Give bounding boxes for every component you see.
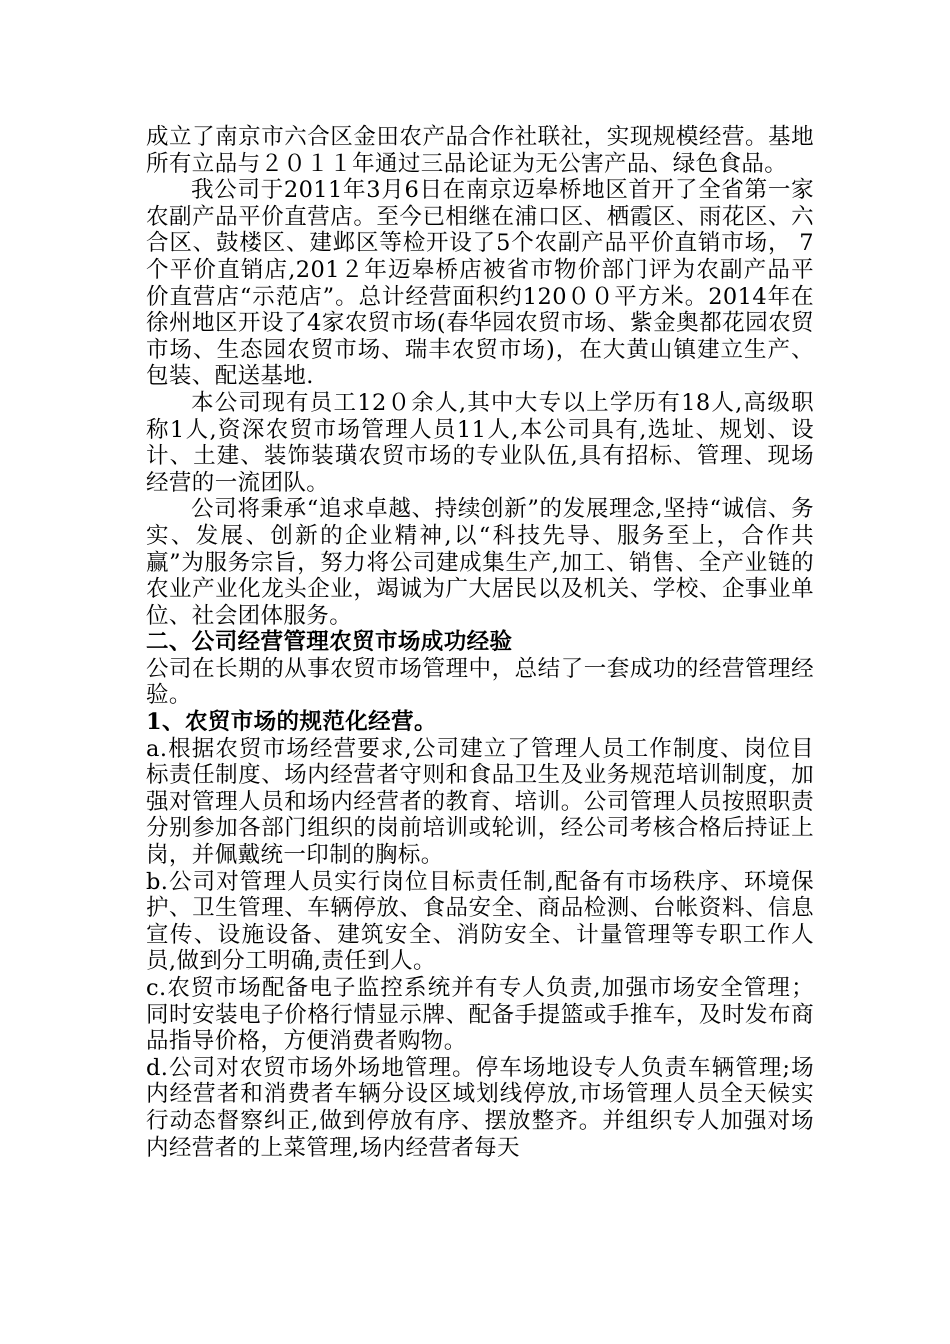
section-heading-experience: 二、公司经营管理农贸市场成功经验 <box>146 629 513 656</box>
paragraph-item-b: b.公司对管理人员实行岗位目标责任制,配备有市场秩序、环境保护、卫生管理、车辆停放、食品安全、商品检测、台帐资料、信息宣传、设施设备、建筑安全、消防安全、计量管理等专职工作人员,做到分工明确,责任到人。 <box>146 868 814 975</box>
document-page <box>146 124 814 1161</box>
paragraph-experience-intro: 公司在长期的从事农贸市场管理中，总结了一套成功的经营管理经验。 <box>146 655 814 709</box>
paragraph-philosophy: 公司将秉承“追求卓越、持续创新”的发展理念,坚持“诚信、务实、发展、创新的企业精神,以“科技先导、服务至上，合作共赢”为服务宗旨，努力将公司建成集生产,加工、销售、全产业链的农业产业化龙头企业，竭诚为广大居民以及机关、学校、企事业单位、社会团体服务。 <box>146 496 814 629</box>
paragraph-staff: 本公司现有员工12０余人,其中大专以上学历有18人,高级职称1人,资深农贸市场管理人员11人,本公司具有,选址、规划、设计、土建、装饰装璜农贸市场的专业队伍,具有招标、管理、现场经营的一流团队。 <box>146 389 814 496</box>
paragraph-cooperative: 成立了南京市六合区金田农产品合作社联社，实现规模经营。基地所有立品与２０１１年通过三品论证为无公害产品、绿色食品。 <box>146 124 814 177</box>
paragraph-item-c: c.农贸市场配备电子监控系统并有专人负责,加强市场安全管理；同时安装电子价格行情显示牌、配备手提篮或手推车，及时发布商品指导价格，方便消费者购物。 <box>146 975 814 1055</box>
subsection-heading-standardized: 1、农贸市场的规范化经营。 <box>146 709 437 736</box>
paragraph-item-d: d.公司对农贸市场外场地管理。停车场地设专人负责车辆管理;场内经营者和消费者车辆分设区域划线停放,市场管理人员全天候实行动态督察纠正,做到停放有序、摆放整齐。并组织专人加强对场内经营者的上菜管理,场内经营者每天 <box>146 1054 814 1161</box>
paragraph-company-stores: 我公司于2011年3月6日在南京迈皋桥地区首开了全省第一家农副产品平价直营店。至今已相继在浦口区、栖霞区、雨花区、六合区、鼓楼区、建邺区等检开设了5个农副产品平价直销市场， 7个平价直销店,201２年迈皋桥店被省市物价部门评为农副产品平价直营店“示范店”。总计经营面积约120００平方米。2014年在徐州地区开设了4家农贸市场(春华园农贸市场、紫金奥都花园农贸市场、生态园农贸市场、瑞丰农贸市场)，在大黄山镇建立生产、包装、配送基地. <box>146 177 814 390</box>
paragraph-item-a: a.根据农贸市场经营要求,公司建立了管理人员工作制度、岗位目标责任制度、场内经营者守则和食品卫生及业务规范培训制度，加强对管理人员和场内经营者的教育、培训。公司管理人员按照职责分别参加各部门组织的岗前培训或轮训，经公司考核合格后持证上岗，并佩戴统一印制的胸标。 <box>146 735 814 869</box>
